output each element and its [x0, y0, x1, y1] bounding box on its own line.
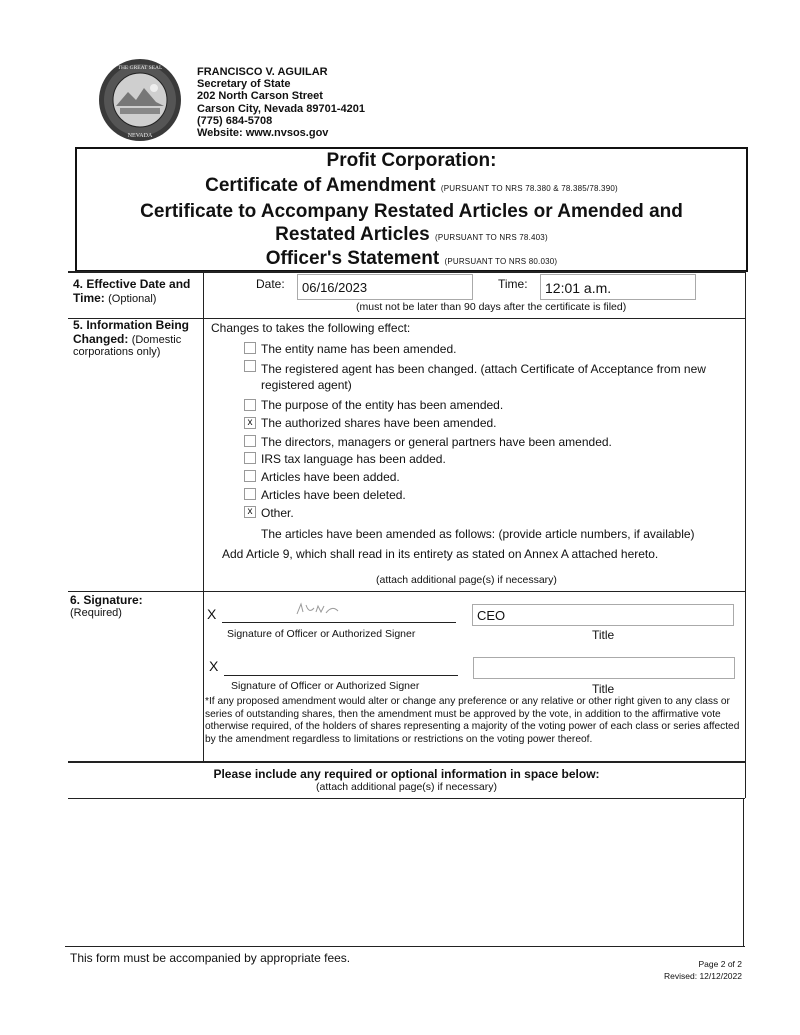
divider: [68, 761, 745, 763]
title-box: [75, 147, 748, 272]
option-entity-name: The entity name has been amended.: [261, 342, 457, 356]
amend-note: The articles have been amended as follows: (provide article numbers, if available): [261, 527, 695, 541]
option-registered-agent: The registered agent has been changed. (attach Certificate of Acceptance from new: [261, 362, 706, 376]
divider: [68, 271, 745, 273]
title-caption-2: Title: [592, 682, 615, 696]
signature-line-1[interactable]: [222, 600, 456, 623]
additional-info-heading: Please include any required or optional information in space below:: [213, 767, 600, 781]
section-5-label: 5. Information Being Changed: (Domestic corporations only): [73, 318, 190, 358]
title-field-1[interactable]: [472, 604, 734, 626]
divider: [65, 946, 745, 947]
right-border: [745, 271, 746, 798]
date-value: 06/16/2023: [302, 280, 368, 295]
right-border: [743, 798, 744, 946]
date-note: (must not be later than 90 days after the certificate is filed): [356, 301, 627, 313]
divider: [68, 798, 745, 799]
date-field[interactable]: [297, 274, 473, 300]
column-divider: [203, 271, 204, 761]
phone-number: (775) 684-5708: [197, 114, 273, 127]
checkbox-articles-deleted[interactable]: [244, 488, 256, 500]
title-caption-1: Title: [592, 628, 615, 642]
additional-info-area[interactable]: [70, 800, 742, 944]
checkbox-purpose[interactable]: [244, 399, 256, 411]
city-address: Carson City, Nevada 89701-4201: [197, 102, 365, 115]
checkbox-directors[interactable]: [244, 435, 256, 447]
form-title-1: Profit Corporation:: [326, 150, 497, 171]
attach-note: (attach additional page(s) if necessary): [376, 574, 557, 586]
option-authorized-shares: The authorized shares have been amended.: [261, 416, 497, 430]
section-6-label: 6. Signature: (Required): [70, 593, 143, 619]
revision-date: Revised: 12/12/2022: [664, 971, 742, 981]
form-title-3: Certificate to Accompany Restated Articles or Amended and: [140, 201, 683, 222]
checkbox-articles-added[interactable]: [244, 470, 256, 482]
checkbox-registered-agent[interactable]: [244, 360, 256, 372]
checkbox-entity-name[interactable]: [244, 342, 256, 354]
signature-line-2[interactable]: [224, 655, 458, 676]
option-irs-tax: IRS tax language has been added.: [261, 452, 446, 466]
section-4-label: 4. Effective Date and Time: (Optional): [73, 277, 191, 305]
additional-info-note: (attach additional page(s) if necessary): [316, 781, 497, 793]
option-articles-added: Articles have been added.: [261, 470, 400, 484]
street-address: 202 North Carson Street: [197, 90, 323, 103]
option-directors: The directors, managers or general partners have been amended.: [261, 435, 612, 449]
title-field-2[interactable]: [473, 657, 735, 679]
changes-intro: Changes to takes the following effect:: [211, 321, 411, 335]
secretary-title: Secretary of State: [197, 78, 291, 91]
time-field[interactable]: [540, 274, 696, 300]
form-title-5: Officer's Statement (PURSUANT TO NRS 80.030): [265, 248, 558, 269]
fees-note: This form must be accompanied by appropriate fees.: [70, 951, 351, 965]
title-value-1: CEO: [477, 608, 506, 623]
time-label: Time:: [498, 277, 528, 291]
secretary-header: [197, 66, 365, 139]
nevada-state-seal: [98, 58, 182, 142]
option-other: Other.: [261, 506, 294, 520]
checkbox-authorized-shares[interactable]: x: [244, 417, 256, 429]
secretary-name: FRANCISCO V. AGUILAR: [197, 66, 328, 78]
page-number: Page 2 of 2: [698, 959, 742, 969]
option-purpose: The purpose of the entity has been amended.: [261, 398, 504, 412]
signature-caption-2: Signature of Officer or Authorized Signer: [231, 680, 420, 692]
option-registered-agent-cont: registered agent): [261, 378, 352, 392]
signature-x-1: X: [207, 606, 217, 622]
amend-text[interactable]: Add Article 9, which shall read in its entirety as stated on Annex A attached hereto.: [222, 547, 659, 561]
option-articles-deleted: Articles have been deleted.: [261, 488, 406, 502]
signature-x-2: X: [209, 658, 219, 674]
handwritten-signature: [294, 600, 344, 618]
form-title-4: Restated Articles (PURSUANT TO NRS 78.403): [275, 224, 548, 245]
signature-caption-1: Signature of Officer or Authorized Signer: [227, 628, 416, 640]
svg-text:NEVADA: NEVADA: [127, 133, 153, 139]
website: Website: www.nvsos.gov: [197, 127, 329, 140]
divider: [68, 591, 745, 592]
date-label: Date:: [256, 277, 285, 291]
svg-text:THE GREAT SEAL: THE GREAT SEAL: [117, 65, 163, 71]
checkbox-other[interactable]: x: [244, 506, 256, 518]
amendment-disclaimer: *If any proposed amendment would alter or change any preference or any relative or other right given to any class or series of outstanding shares, then the amendment must be approved by the vote, in addition to the affirmative vote otherwise required, of the holders of shares representing a majority of the voting power of each class or series affected by the amendment regardless to limitations or restrictions on the voting power thereof.: [205, 696, 740, 745]
checkbox-irs-tax[interactable]: [244, 452, 256, 464]
form-title-2: Certificate of Amendment (PURSUANT TO NRS 78.380 & 78.385/78.390): [205, 175, 618, 196]
time-value: 12:01 a.m.: [545, 280, 612, 296]
